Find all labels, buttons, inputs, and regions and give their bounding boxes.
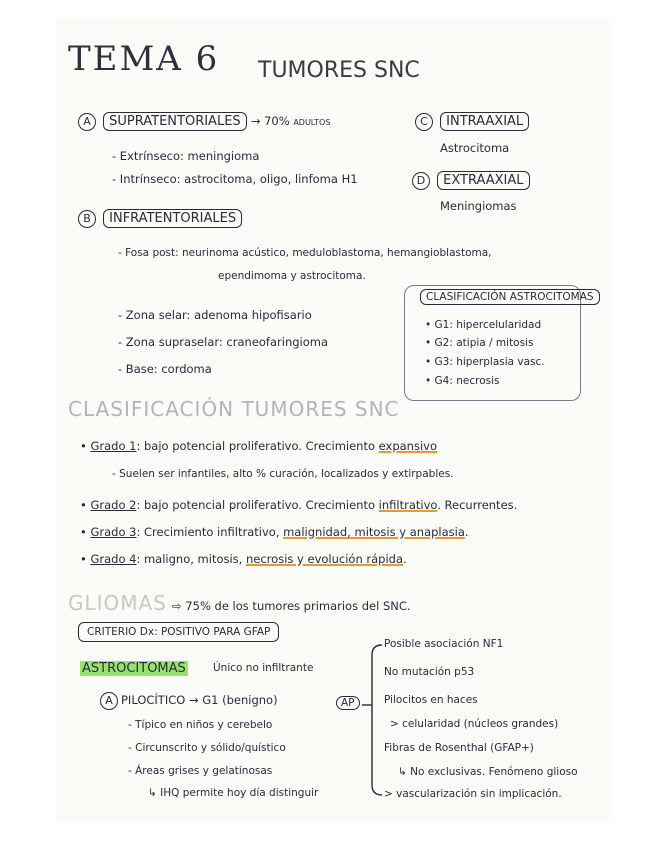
infra-heading bbox=[78, 210, 242, 228]
infra-zona-supraselar: - Zona supraselar: craneofaringioma bbox=[118, 335, 329, 349]
criterio-dx: CRITERIO Dx: POSITIVO PARA GFAP bbox=[78, 626, 279, 638]
supra-label: SUPRATENTORIALES bbox=[103, 112, 247, 131]
page-title: TEMA 6 bbox=[68, 39, 220, 79]
pilo-bullet-3: - Áreas grises y gelatinosas bbox=[128, 765, 273, 777]
grado3-line: • Grado 3: Crecimiento infiltrativo, malignidad, mitosis y anaplasia. bbox=[80, 525, 469, 539]
letter-a: A bbox=[78, 113, 96, 131]
supra-extrinseco: - Extrínseco: meningioma bbox=[112, 149, 260, 163]
grado1-sub: - Suelen ser infantiles, alto % curación, localizados y extirpables. bbox=[112, 468, 454, 480]
ap-label: AP bbox=[336, 697, 360, 709]
pilo-bullet-2: - Circunscrito y sólido/quístico bbox=[128, 742, 286, 754]
astrocitomas-heading: ASTROCITOMAS bbox=[82, 661, 186, 676]
letter-c: C bbox=[415, 113, 433, 131]
astro-g3: • G3: hiperplasia vasc. bbox=[425, 356, 545, 368]
gliomas-note: ⇨ 75% de los tumores primarios del SNC. bbox=[172, 599, 411, 613]
extraaxial-example: Meningiomas bbox=[440, 199, 517, 213]
infra-base: - Base: cordoma bbox=[118, 362, 212, 376]
page-subtitle: TUMORES SNC bbox=[258, 58, 420, 83]
grado4-line: • Grado 4: maligno, mitosis, necrosis y evolución rápida. bbox=[80, 552, 407, 566]
infra-fosa-line2: ependimoma y astrocitoma. bbox=[218, 270, 366, 282]
ap-item-1: Posible asociación NF1 bbox=[384, 638, 504, 650]
supra-heading bbox=[78, 113, 330, 131]
grado1-line: • Grado 1: bajo potencial proliferativo. Crecimiento expansivo bbox=[80, 439, 437, 453]
astrocitomas-note: Único no infiltrante bbox=[213, 662, 314, 674]
intraaxial-label: INTRAAXIAL bbox=[440, 112, 529, 131]
intraaxial-heading bbox=[415, 113, 529, 131]
ap-item-6: ↳ No exclusivas. Fenómeno glioso bbox=[398, 766, 578, 778]
grado2-label: Grado 2 bbox=[90, 498, 137, 512]
infra-label: INFRATENTORIALES bbox=[103, 209, 242, 228]
grado1-label: Grado 1 bbox=[90, 439, 137, 453]
ap-item-7: > vascularización sin implicación. bbox=[384, 788, 562, 800]
gliomas-line bbox=[68, 592, 411, 615]
astro-g4: • G4: necrosis bbox=[425, 375, 500, 387]
infra-fosa-line1: - Fosa post: neurinoma acústico, meduloblastoma, hemangioblastoma, bbox=[118, 247, 492, 259]
pilo-ihq: ↳ IHQ permite hoy día distinguir bbox=[148, 787, 319, 799]
gliomas-heading: GLIOMAS bbox=[68, 591, 167, 615]
astro-g1: • G1: hipercelularidad bbox=[425, 319, 542, 331]
tumor-classification-heading: CLASIFICACIÓN TUMORES SNC bbox=[68, 397, 400, 421]
infra-zona-selar: - Zona selar: adenoma hipofisario bbox=[118, 308, 312, 322]
pilo-bullet-1: - Típico en niños y cerebelo bbox=[128, 719, 273, 731]
supra-intrinseco: - Intrínseco: astrocitoma, oligo, linfoma H1 bbox=[112, 172, 358, 186]
supra-note: → 70% adultos bbox=[250, 114, 331, 128]
grado3-label: Grado 3 bbox=[90, 525, 137, 539]
grado2-line: • Grado 2: bajo potencial proliferativo. Crecimiento infiltrativo. Recurrentes. bbox=[80, 498, 518, 512]
astro-g2: • G2: atipia / mitosis bbox=[425, 337, 534, 349]
letter-d: D bbox=[412, 172, 430, 190]
intraaxial-example: Astrocitoma bbox=[440, 141, 510, 155]
ap-item-3: Pilocitos en haces bbox=[384, 694, 478, 706]
grado4-label: Grado 4 bbox=[90, 552, 137, 566]
pilocitico-heading: A PILOCÍTICO → G1 (benigno) bbox=[100, 692, 278, 710]
astro-classification-title: CLASIFICACIÓN ASTROCITOMAS bbox=[420, 291, 600, 303]
extraaxial-heading bbox=[412, 172, 530, 190]
ap-item-2: No mutación p53 bbox=[384, 666, 475, 678]
ap-item-5: Fibras de Rosenthal (GFAP+) bbox=[384, 742, 534, 754]
ap-item-4: > celularidad (núcleos grandes) bbox=[390, 718, 559, 730]
letter-b: B bbox=[78, 210, 96, 228]
pilocitico-grade: → G1 (benigno) bbox=[188, 693, 278, 707]
extraaxial-label: EXTRAAXIAL bbox=[437, 171, 529, 190]
